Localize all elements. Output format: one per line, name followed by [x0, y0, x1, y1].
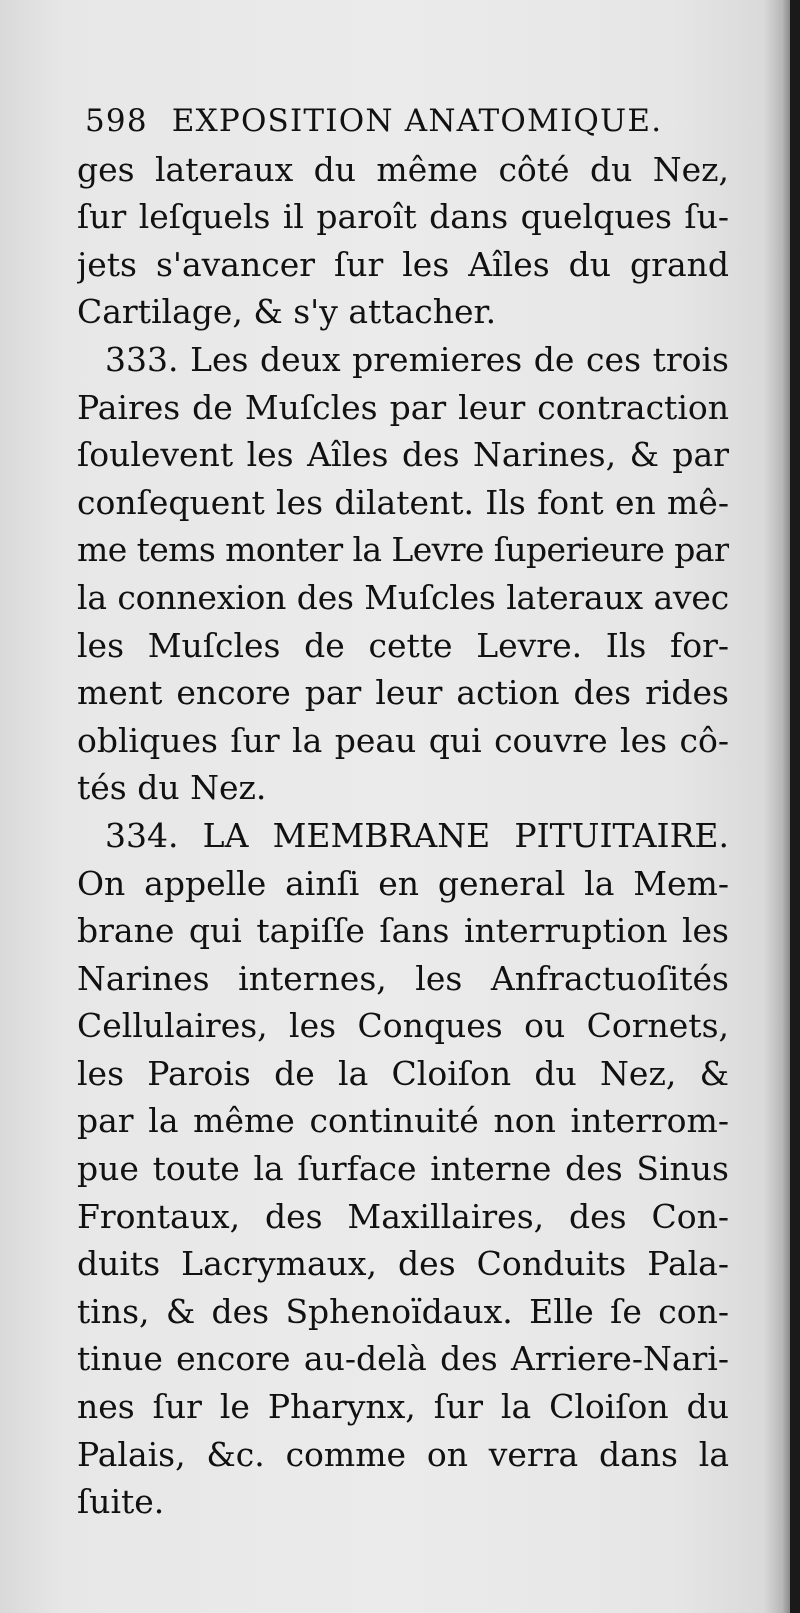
text-line: On appelle ainſi en general la Mem- [77, 863, 729, 903]
text-line: conſequent les dilatent. Ils font en mê- [77, 482, 729, 522]
text-line: ment encore par leur action des rides [77, 673, 729, 713]
text-line: les Parois de la Cloiſon du Nez, & [77, 1053, 729, 1093]
text-line: la connexion des Muſcles lateraux avec [77, 577, 729, 617]
text-line: ges lateraux du même côté du Nez, [77, 149, 729, 189]
running-header [77, 98, 729, 146]
text-line: jets s'avancer ſur les Aîles du grand [77, 244, 729, 284]
text-line: Palais, &c. comme on verra dans la [77, 1434, 729, 1474]
text-line: ſoulevent les Aîles des Narines, & par [77, 435, 729, 475]
text-line: ſuite. [77, 1482, 165, 1522]
body-text [77, 146, 729, 1526]
text-line: 333. Les deux premieres de ces trois [105, 339, 729, 379]
page-text [77, 98, 729, 1526]
text-line: ſur leſquels il paroît dans quelques ſu- [77, 197, 729, 237]
text-line: pue toute la ſurface interne des Sinus [77, 1149, 729, 1189]
text-line: tés du Nez. [77, 768, 267, 808]
text-line: nes ſur le Pharynx, ſur la Cloiſon du [77, 1387, 729, 1427]
text-line: obliques ſur la peau qui couvre les cô- [77, 720, 729, 760]
text-line: les Muſcles de cette Levre. Ils for- [77, 625, 729, 665]
page-number: 598 [85, 103, 148, 139]
text-line: Frontaux, des Maxillaires, des Con- [77, 1196, 729, 1236]
text-line: Cartilage, & s'y attacher. [77, 292, 497, 332]
running-title: EXPOSITION ANATOMIQUE. [171, 103, 663, 139]
text-line: me tems monter la Levre ſuperieure par [77, 530, 729, 570]
text-line: Paires de Muſcles par leur contraction [77, 387, 729, 427]
text-line: Narines internes, les Anfractuoſités [77, 958, 729, 998]
text-line: tins, & des Sphenoïdaux. Elle ſe con- [77, 1291, 729, 1331]
text-line: tinue encore au-delà des Arriere-Nari- [77, 1339, 729, 1379]
text-line: brane qui tapiſſe ſans interruption les [77, 911, 729, 951]
text-line: Cellulaires, les Conques ou Cornets, [77, 1006, 729, 1046]
text-line: par la même continuité non interrom- [77, 1101, 729, 1141]
page-edge-shadow [764, 0, 790, 1613]
text-line: duits Lacrymaux, des Conduits Pala- [77, 1244, 729, 1284]
text-line: 334. LA MEMBRANE PITUITAIRE. [105, 815, 729, 855]
